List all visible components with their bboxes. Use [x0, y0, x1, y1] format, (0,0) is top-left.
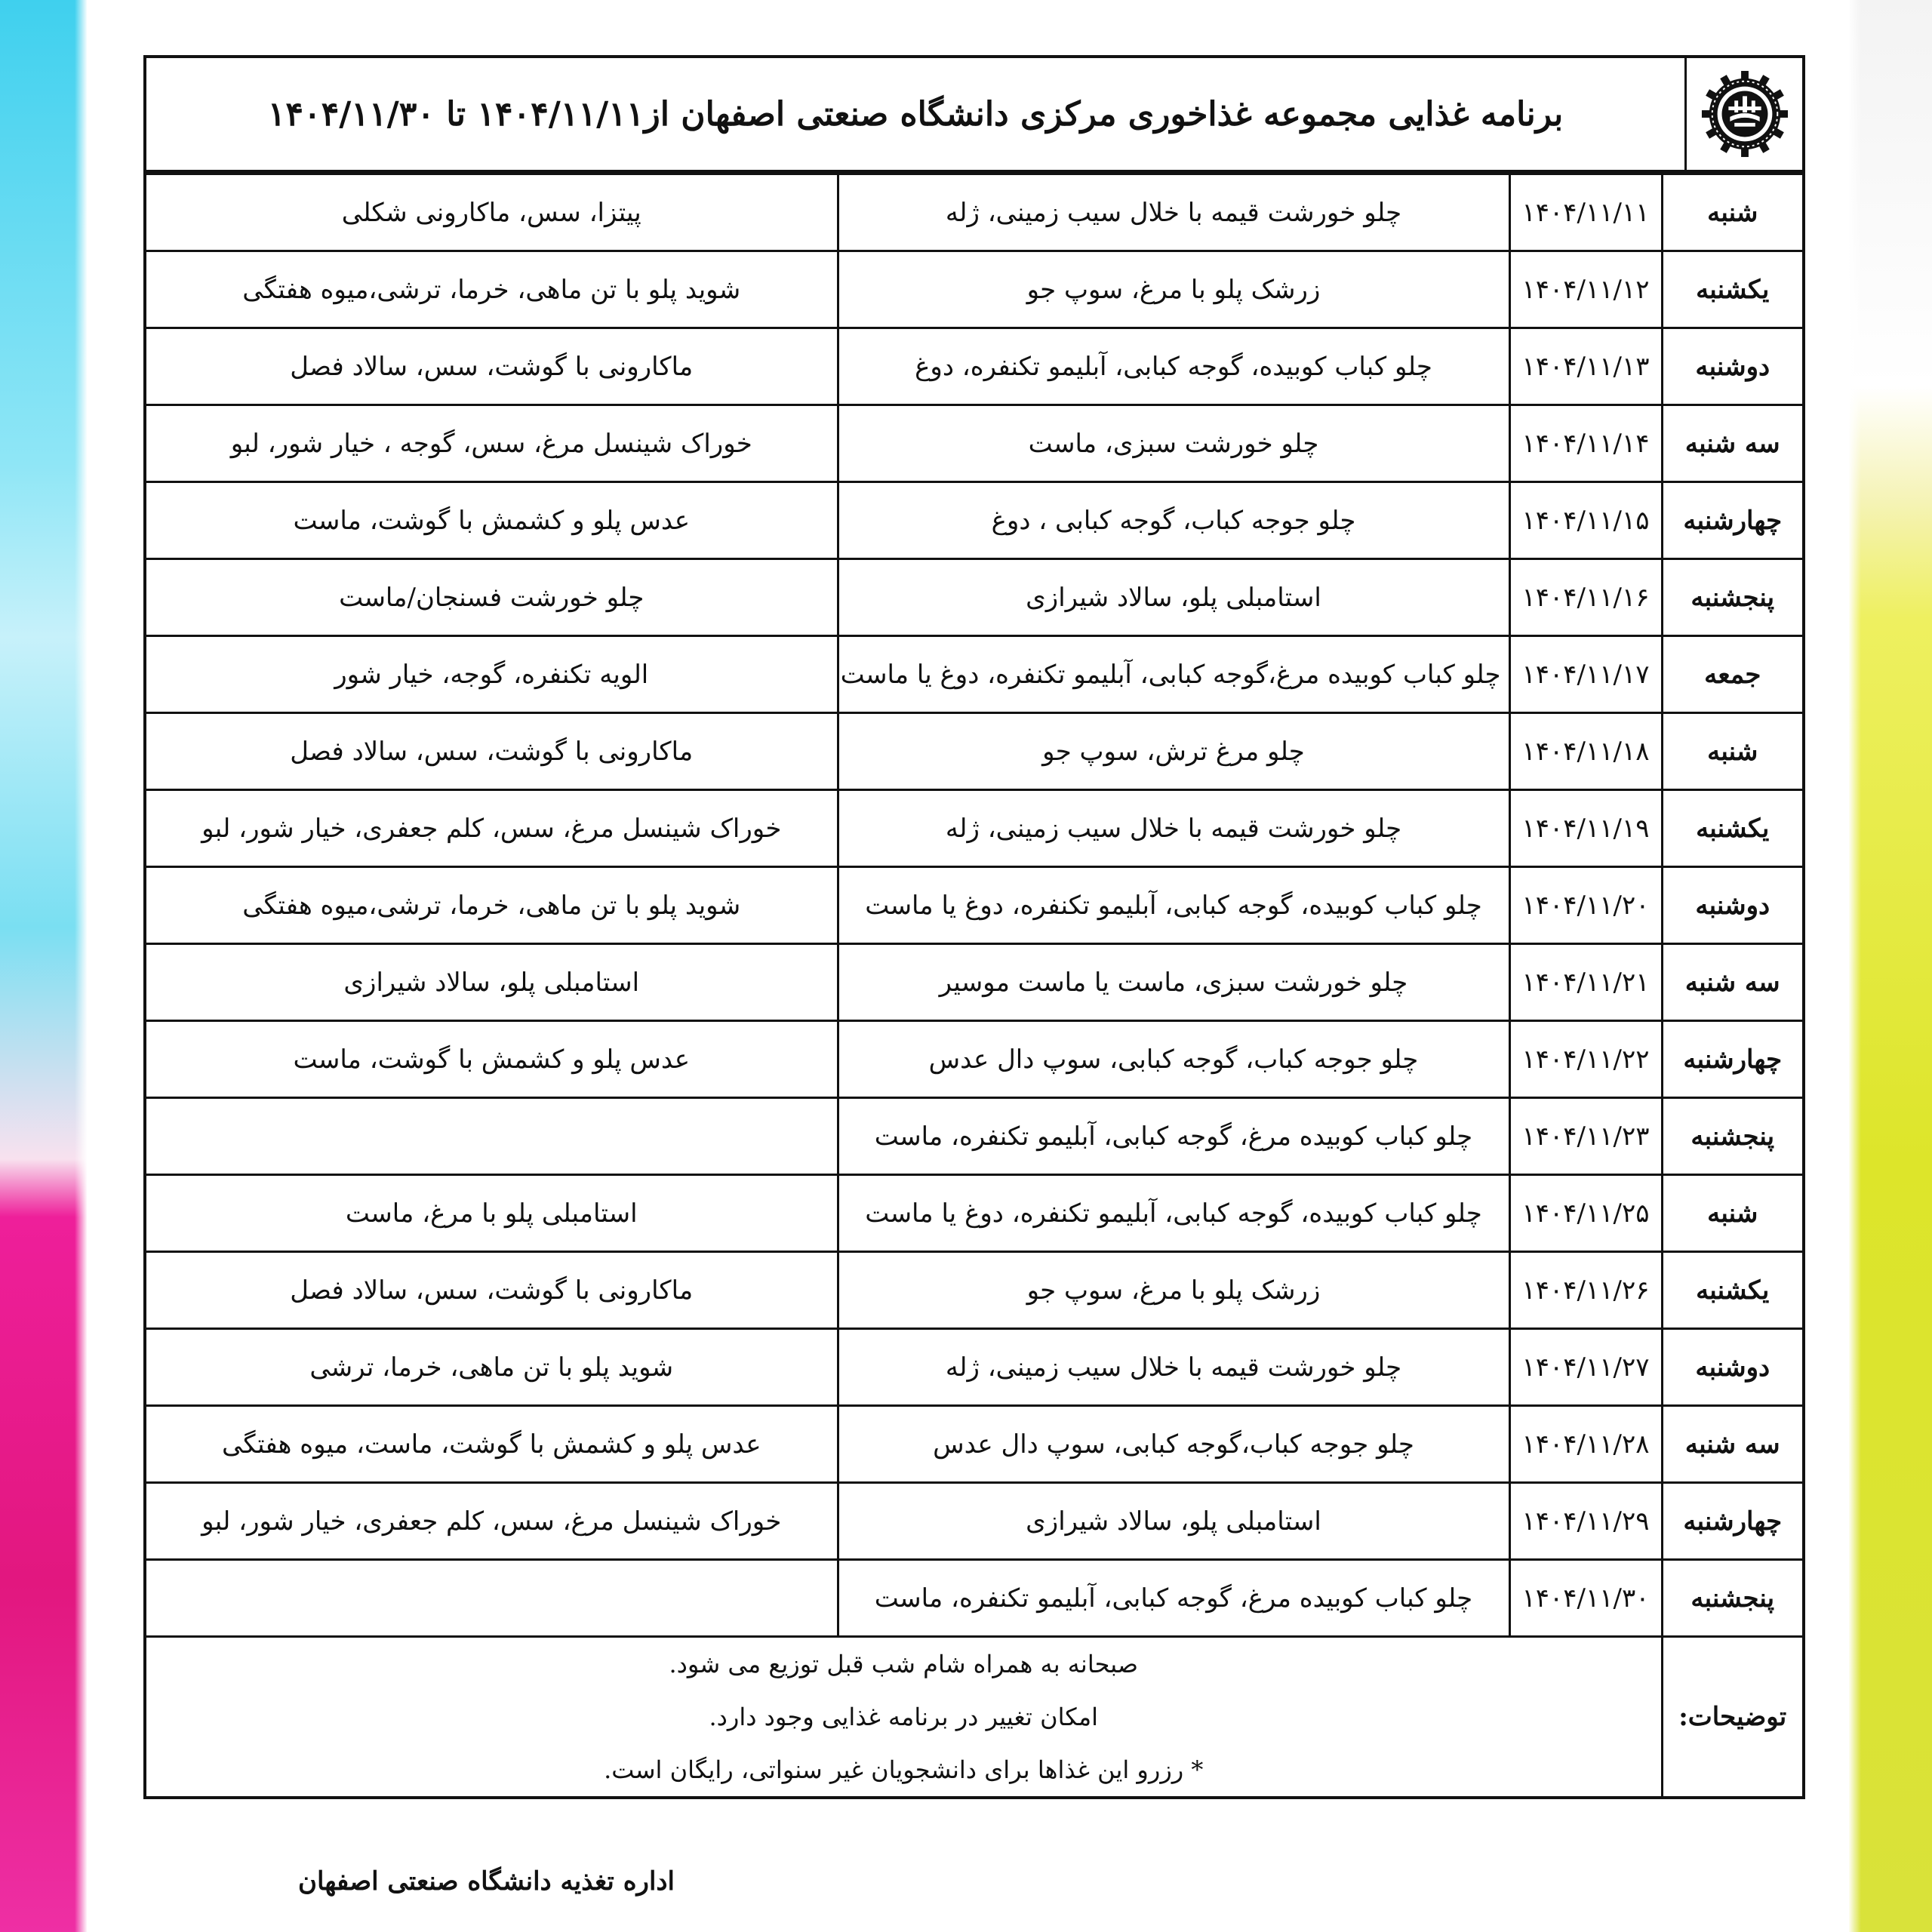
date-cell: ۱۴۰۴/۱۱/۳۰: [1509, 1560, 1662, 1637]
date-cell: ۱۴۰۴/۱۱/۱۵: [1509, 482, 1662, 559]
table-row: [146, 1175, 1802, 1252]
lunch-cell: چلو کباب کوبیده، گوجه کبابی، آبلیمو تکنفره، دوغ یا ماست: [838, 1175, 1509, 1252]
dinner-cell: شوید پلو با تن ماهی، خرما، ترشی: [146, 1329, 838, 1406]
day-cell: جمعه: [1662, 636, 1802, 713]
lunch-cell: زرشک پلو با مرغ، سوپ جو: [838, 251, 1509, 328]
notes-row: [146, 1637, 1802, 1797]
table-row: [146, 251, 1802, 328]
date-cell: ۱۴۰۴/۱۱/۲۸: [1509, 1406, 1662, 1483]
lunch-cell: چلو خورشت قیمه با خلال سیب زمینی، ژله: [838, 1329, 1509, 1406]
lunch-cell: چلو خورشت قیمه با خلال سیب زمینی، ژله: [838, 175, 1509, 251]
day-cell: یکشنبه: [1662, 251, 1802, 328]
lunch-cell: چلو جوجه کباب،گوجه کبابی، سوپ دال عدس: [838, 1406, 1509, 1483]
table-row: [146, 175, 1802, 251]
table-row: [146, 1406, 1802, 1483]
lunch-cell: چلو کباب کوبیده مرغ، گوجه کبابی، آبلیمو تکنفره، ماست: [838, 1560, 1509, 1637]
date-cell: ۱۴۰۴/۱۱/۲۱: [1509, 944, 1662, 1021]
table-row: [146, 1098, 1802, 1175]
date-cell: ۱۴۰۴/۱۱/۲۵: [1509, 1175, 1662, 1252]
dinner-cell: شوید پلو با تن ماهی، خرما، ترشی،میوه هفتگی: [146, 867, 838, 944]
day-cell: دوشنبه: [1662, 328, 1802, 405]
date-cell: ۱۴۰۴/۱۱/۱۱: [1509, 175, 1662, 251]
note-line: امکان تغییر در برنامه غذایی وجود دارد.: [709, 1703, 1099, 1731]
table-row: [146, 636, 1802, 713]
university-emblem-gear-icon: [1700, 69, 1789, 158]
date-cell: ۱۴۰۴/۱۱/۱۳: [1509, 328, 1662, 405]
dinner-cell: استامبلی پلو با مرغ، ماست: [146, 1175, 838, 1252]
day-cell: یکشنبه: [1662, 790, 1802, 867]
table-row: [146, 482, 1802, 559]
day-cell: پنجشنبه: [1662, 1098, 1802, 1175]
table-row: [146, 559, 1802, 636]
table-row: [146, 790, 1802, 867]
table-row: [146, 1021, 1802, 1098]
dinner-cell: ماکارونی با گوشت، سس، سالاد فصل: [146, 713, 838, 790]
day-cell: چهارشنبه: [1662, 482, 1802, 559]
meal-schedule-table: [146, 175, 1802, 1796]
day-cell: دوشنبه: [1662, 1329, 1802, 1406]
dinner-cell: [146, 1560, 838, 1637]
table-row: [146, 1329, 1802, 1406]
lunch-cell: چلو جوجه کباب، گوجه کبابی ، دوغ: [838, 482, 1509, 559]
notes-label: توضیحات:: [1662, 1637, 1802, 1797]
lunch-cell: چلو جوجه کباب، گوجه کبابی، سوپ دال عدس: [838, 1021, 1509, 1098]
dinner-cell: استامبلی پلو، سالاد شیرازی: [146, 944, 838, 1021]
day-cell: سه شنبه: [1662, 944, 1802, 1021]
page-title: برنامه غذایی مجموعه غذاخوری مرکزی دانشگاه صنعتی اصفهان از۱۴۰۴/۱۱/۱۱ تا ۱۴۰۴/۱۱/۳۰: [267, 94, 1564, 134]
day-cell: پنجشنبه: [1662, 1560, 1802, 1637]
table-row: [146, 944, 1802, 1021]
day-cell: سه شنبه: [1662, 405, 1802, 482]
dinner-cell: عدس پلو و کشمش با گوشت، ماست: [146, 482, 838, 559]
footer-signature: اداره تغذیه دانشگاه صنعتی اصفهان: [298, 1866, 675, 1897]
lunch-cell: چلو خورشت سبزی، ماست یا ماست موسیر: [838, 944, 1509, 1021]
date-cell: ۱۴۰۴/۱۱/۲۷: [1509, 1329, 1662, 1406]
right-decorative-strip: [1849, 0, 1932, 1932]
day-cell: چهارشنبه: [1662, 1483, 1802, 1560]
day-cell: دوشنبه: [1662, 867, 1802, 944]
menu-sheet: [143, 55, 1805, 1799]
date-cell: ۱۴۰۴/۱۱/۲۹: [1509, 1483, 1662, 1560]
table-row: [146, 867, 1802, 944]
date-cell: ۱۴۰۴/۱۱/۱۲: [1509, 251, 1662, 328]
dinner-cell: الویه تکنفره، گوجه، خیار شور: [146, 636, 838, 713]
day-cell: شنبه: [1662, 713, 1802, 790]
date-cell: ۱۴۰۴/۱۱/۲۰: [1509, 867, 1662, 944]
table-row: [146, 405, 1802, 482]
dinner-cell: شوید پلو با تن ماهی، خرما، ترشی،میوه هفتگی: [146, 251, 838, 328]
date-cell: ۱۴۰۴/۱۱/۲۶: [1509, 1252, 1662, 1329]
lunch-cell: چلو مرغ ترش، سوپ جو: [838, 713, 1509, 790]
date-cell: ۱۴۰۴/۱۱/۱۶: [1509, 559, 1662, 636]
date-cell: ۱۴۰۴/۱۱/۱۷: [1509, 636, 1662, 713]
date-cell: ۱۴۰۴/۱۱/۱۹: [1509, 790, 1662, 867]
table-row: [146, 713, 1802, 790]
day-cell: چهارشنبه: [1662, 1021, 1802, 1098]
lunch-cell: چلو کباب کوبیده، گوجه کبابی، آبلیمو تکنفره، دوغ یا ماست: [838, 867, 1509, 944]
day-cell: شنبه: [1662, 1175, 1802, 1252]
lunch-cell: استامبلی پلو، سالاد شیرازی: [838, 1483, 1509, 1560]
day-cell: یکشنبه: [1662, 1252, 1802, 1329]
lunch-cell: چلو کباب کوبیده مرغ،گوجه کبابی، آبلیمو تکنفره، دوغ یا ماست: [838, 636, 1509, 713]
dinner-cell: خوراک شینسل مرغ، سس، کلم جعفری، خیار شور، لبو: [146, 1483, 838, 1560]
lunch-cell: چلو کباب کوبیده، گوجه کبابی، آبلیمو تکنفره، دوغ: [838, 328, 1509, 405]
dinner-cell: عدس پلو و کشمش با گوشت، ماست، میوه هفتگی: [146, 1406, 838, 1483]
dinner-cell: [146, 1098, 838, 1175]
date-cell: ۱۴۰۴/۱۱/۲۳: [1509, 1098, 1662, 1175]
note-line: * رزرو این غذاها برای دانشجویان غیر سنواتی، رایگان است.: [604, 1755, 1204, 1784]
lunch-cell: چلو خورشت قیمه با خلال سیب زمینی، ژله: [838, 790, 1509, 867]
note-line: صبحانه به همراه شام شب قبل توزیع می شود.: [669, 1650, 1139, 1678]
left-decorative-strip: [0, 0, 87, 1932]
dinner-cell: خوراک شینسل مرغ، سس، کلم جعفری، خیار شور، لبو: [146, 790, 838, 867]
dinner-cell: ماکارونی با گوشت، سس، سالاد فصل: [146, 328, 838, 405]
day-cell: پنجشنبه: [1662, 559, 1802, 636]
day-cell: سه شنبه: [1662, 1406, 1802, 1483]
lunch-cell: استامبلی پلو، سالاد شیرازی: [838, 559, 1509, 636]
lunch-cell: چلو خورشت سبزی، ماست: [838, 405, 1509, 482]
lunch-cell: زرشک پلو با مرغ، سوپ جو: [838, 1252, 1509, 1329]
table-row: [146, 1252, 1802, 1329]
dinner-cell: ماکارونی با گوشت، سس، سالاد فصل: [146, 1252, 838, 1329]
title-bar: [146, 58, 1802, 175]
table-row: [146, 1483, 1802, 1560]
logo-cell: [1684, 58, 1802, 170]
notes-body: [146, 1637, 1662, 1797]
date-cell: ۱۴۰۴/۱۱/۱۸: [1509, 713, 1662, 790]
date-cell: ۱۴۰۴/۱۱/۲۲: [1509, 1021, 1662, 1098]
table-row: [146, 328, 1802, 405]
dinner-cell: پیتزا، سس، ماکارونی شکلی: [146, 175, 838, 251]
dinner-cell: چلو خورشت فسنجان/ماست: [146, 559, 838, 636]
date-cell: ۱۴۰۴/۱۱/۱۴: [1509, 405, 1662, 482]
lunch-cell: چلو کباب کوبیده مرغ، گوجه کبابی، آبلیمو تکنفره، ماست: [838, 1098, 1509, 1175]
day-cell: شنبه: [1662, 175, 1802, 251]
table-row: [146, 1560, 1802, 1637]
dinner-cell: خوراک شینسل مرغ، سس، گوجه ، خیار شور، لبو: [146, 405, 838, 482]
dinner-cell: عدس پلو و کشمش با گوشت، ماست: [146, 1021, 838, 1098]
